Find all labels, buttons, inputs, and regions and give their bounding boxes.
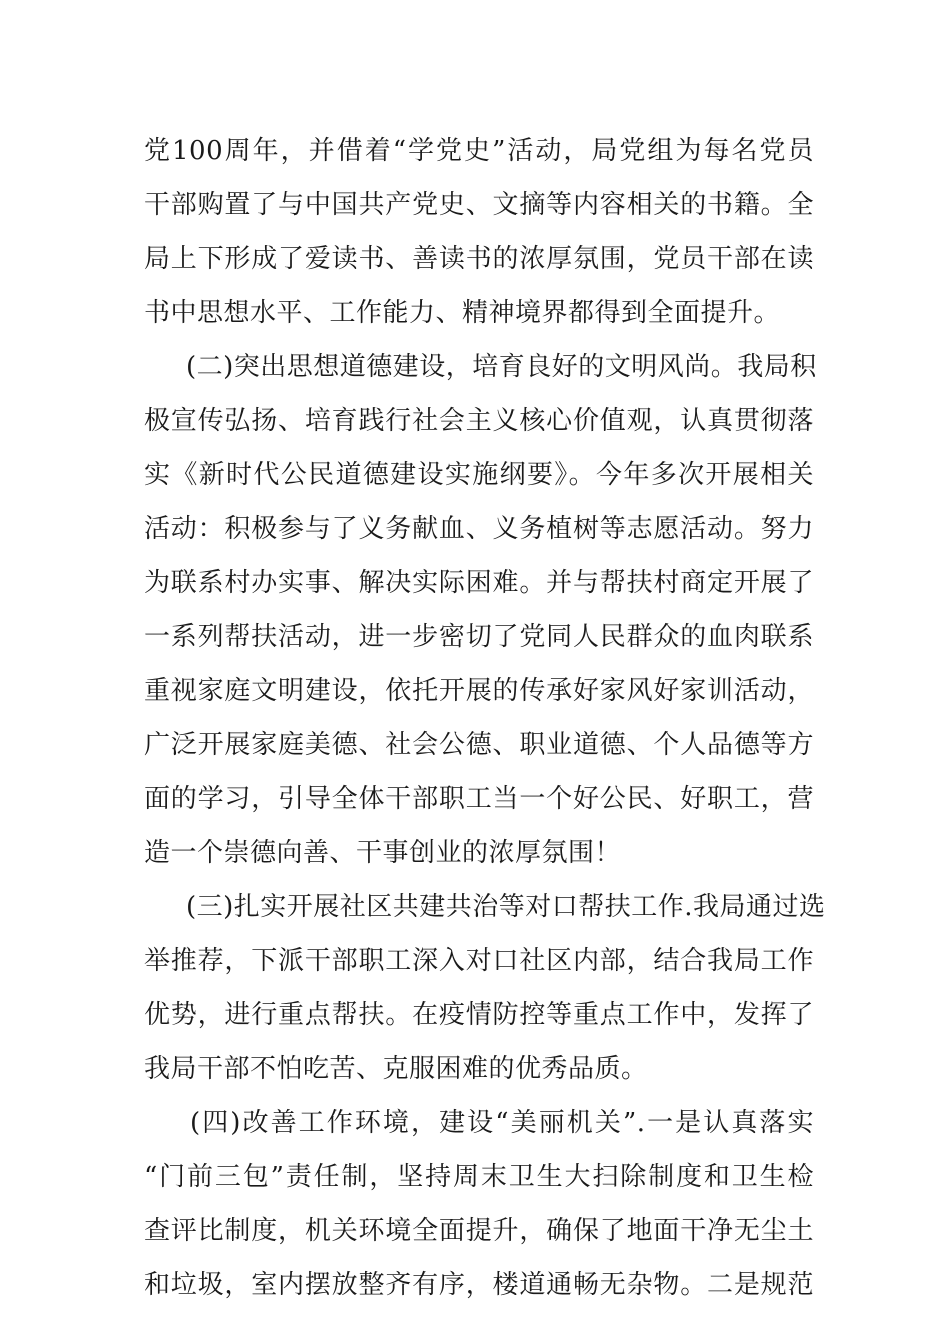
text-line: 和垃圾，室内摆放整齐有序，楼道通畅无杂物。二是规范 (144, 1270, 814, 1300)
text-line: 举推荐，下派干部职工深入对口社区内部，结合我局工作 (144, 946, 814, 976)
text-line: 一系列帮扶活动，进一步密切了党同人民群众的血肉联系 (144, 622, 814, 652)
text-line: 造一个崇德向善、干事创业的浓厚氛围！ (144, 838, 622, 868)
text-line: 党100周年，并借着“学党史”活动，局党组为每名党员 (144, 136, 814, 166)
text-line: (四)改善工作环境，建设“美丽机关”.一是认真落实 (190, 1108, 814, 1138)
text-line: (三)扎实开展社区共建共治等对口帮扶工作.我局通过选 (186, 892, 826, 922)
text-line: 我局干部不怕吃苦、克服困难的优秀品质。 (144, 1054, 648, 1084)
text-line: 局上下形成了爱读书、善读书的浓厚氛围，党员干部在读 (144, 244, 814, 274)
text-line: 干部购置了与中国共产党史、文摘等内容相关的书籍。全 (144, 190, 814, 220)
text-line: 广泛开展家庭美德、社会公德、职业道德、个人品德等方 (144, 730, 814, 760)
text-line: 活动：积极参与了义务献血、义务植树等志愿活动。努力 (144, 514, 814, 544)
text-line: 面的学习，引导全体干部职工当一个好公民、好职工，营 (144, 784, 814, 814)
text-line: 极宣传弘扬、培育践行社会主义核心价值观，认真贯彻落 (144, 406, 814, 436)
text-line: 优势，进行重点帮扶。在疫情防控等重点工作中，发挥了 (144, 1000, 814, 1030)
text-line: 查评比制度，机关环境全面提升，确保了地面干净无尘土 (144, 1216, 814, 1246)
text-line: “门前三包”责任制，坚持周末卫生大扫除制度和卫生检 (144, 1162, 814, 1192)
text-line: (二)突出思想道德建设，培育良好的文明风尚。我局积 (186, 352, 817, 382)
text-line: 重视家庭文明建设，依托开展的传承好家风好家训活动， (144, 676, 814, 706)
text-line: 实《新时代公民道德建设实施纲要》。今年多次开展相关 (144, 460, 814, 490)
text-line: 为联系村办实事、解决实际困难。并与帮扶村商定开展了 (144, 568, 814, 598)
text-line: 书中思想水平、工作能力、精神境界都得到全面提升。 (144, 298, 781, 328)
